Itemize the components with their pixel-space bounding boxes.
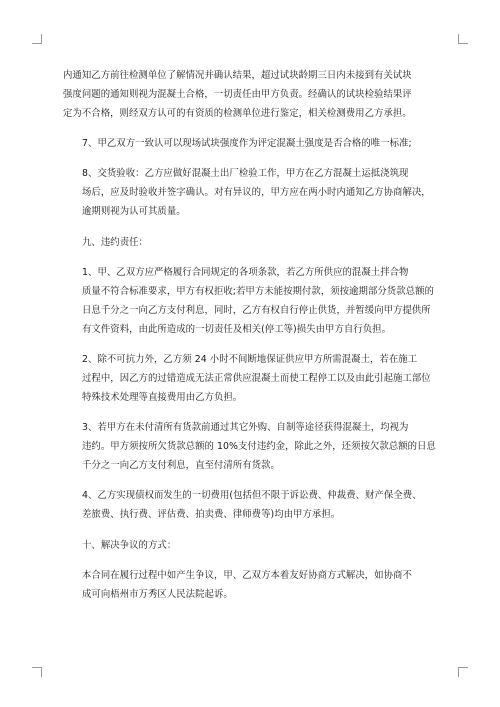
crop-mark-bottom-right <box>458 667 468 677</box>
paragraph-line: 过程中，因乙方的过错造成无法正常供应混凝土而使工程停工以及由此引起施工部位 <box>82 372 431 384</box>
contract-paragraph <box>63 164 439 221</box>
paragraph-line: 8、交货验收：乙方应做好混凝土出厂检验工作，甲方在乙方混凝土运抵浇筑现 <box>82 168 409 180</box>
contract-paragraph <box>63 263 439 339</box>
paragraph-line: 差旅费、执行费、评估费、拍卖费、律师费等)均由甲方承担。 <box>82 509 341 521</box>
paragraph-line: 3、若甲方在未付清所有货款前通过其它外购、自制等途径获得混凝土，均视为 <box>82 422 409 434</box>
contract-paragraph <box>63 134 439 153</box>
paragraph-line: 有文件资料，由此所造成的一切责任及相关(停工等)损失由甲方自行负担。 <box>82 323 392 335</box>
paragraph-line: 1、甲、乙双方应严格履行合同规定的各项条款，若乙方所供应的混凝土拌合物 <box>82 266 409 278</box>
paragraph-line: 2、除不可抗力外，乙方须 24 小时不间断地保证供应甲方所需混凝土，若在施工 <box>82 353 418 365</box>
paragraph-line: 九、违约责任： <box>82 236 148 248</box>
paragraph-line: 成可向梧州市万秀区人民法院起诉。 <box>82 588 233 600</box>
contract-paragraph <box>63 66 439 123</box>
paragraph-line: 逾期则视为认可其质量。 <box>82 206 186 218</box>
paragraph-line: 定为不合格，则经双方认可的有资质的检测单位进行鉴定，相关检测费用乙方承担。 <box>63 108 412 119</box>
crop-mark-top-right <box>458 34 468 44</box>
paragraph-line: 4、乙方实现债权而发生的一切费用(包括但不限于诉讼费、仲裁费、财产保全费、 <box>82 490 422 502</box>
contract-paragraph <box>63 536 439 555</box>
paragraph-line: 千分之一向乙方支付利息，直至付清所有货款。 <box>82 460 280 472</box>
paragraph-line: 7、甲乙双方一致认可以现场试块强度作为评定混凝土强度是否合格的唯一标准; <box>82 138 412 150</box>
paragraph-line: 内通知乙方前往检测单位了解情况并确认结果，超过试块龄期三日内未接到有关试块 <box>63 70 412 81</box>
paragraph-line: 违约。甲方须按所欠货款总额的 10%支付违约金，除此之外，还须按欠款总额的日息 <box>82 441 436 453</box>
paragraph-line: 本合同在履行过程中如产生争议，甲、乙双方本着友好协商方式解决，如协商不 <box>82 569 412 581</box>
crop-mark-top-left <box>32 34 42 44</box>
contract-paragraph <box>63 350 439 407</box>
contract-paragraph <box>63 233 439 252</box>
contract-paragraph <box>63 486 439 524</box>
contract-paragraph <box>63 566 439 604</box>
contract-paragraph <box>63 418 439 475</box>
paragraph-line: 特殊技术处理等直接费用由乙方负担。 <box>82 391 243 403</box>
crop-mark-bottom-left <box>32 667 42 677</box>
contract-body <box>63 66 439 615</box>
paragraph-line: 质量不符合标准要求，甲方有权拒收;若甲方未能按期付款，须按逾期部分货款总额的 <box>82 285 434 297</box>
paragraph-line: 强度问题的通知则视为混凝土合格，一切责任由甲方负责。经确认的试块检验结果评 <box>63 89 412 100</box>
paragraph-line: 日息千分之一向乙方支付利息，同时，乙方有权自行停止供货，并暂缓向甲方提供所 <box>82 304 431 316</box>
paragraph-line: 场后，应及时验收并签字确认。对有异议的，甲方应在两小时内通知乙方协商解决， <box>82 187 431 199</box>
paragraph-line: 十、解决争议的方式： <box>82 539 177 551</box>
